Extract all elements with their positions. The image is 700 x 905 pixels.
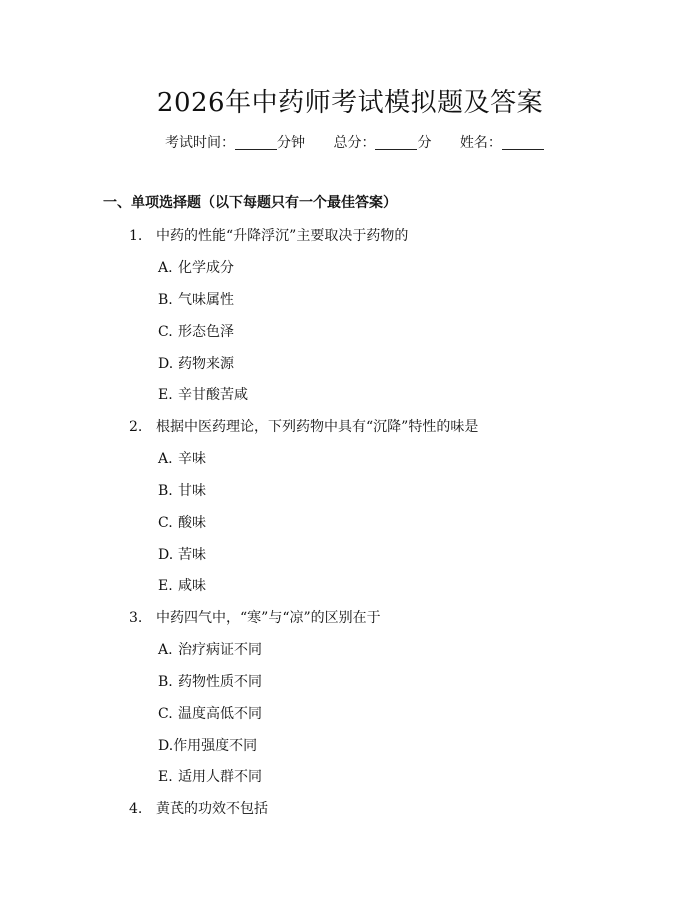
option-key: B. bbox=[158, 292, 173, 308]
option-1d bbox=[158, 353, 234, 373]
question-text: 黄芪的功效不包括 bbox=[156, 801, 268, 817]
option-key: A. bbox=[158, 642, 173, 658]
question-number: 4. bbox=[129, 801, 143, 817]
option-text: 温度高低不同 bbox=[178, 706, 262, 722]
name-field bbox=[460, 135, 544, 151]
option-2c bbox=[158, 512, 206, 532]
option-text: 药物性质不同 bbox=[178, 674, 262, 690]
name-blank bbox=[502, 135, 544, 150]
question-4 bbox=[129, 798, 268, 818]
total-score-blank bbox=[375, 135, 417, 150]
option-3d bbox=[158, 735, 257, 755]
option-3b bbox=[158, 671, 262, 691]
option-1a bbox=[158, 257, 234, 277]
exam-time-blank bbox=[235, 135, 277, 150]
option-key: C. bbox=[158, 515, 173, 531]
total-score-unit: 分 bbox=[417, 135, 432, 151]
total-score-label: 总分： bbox=[333, 135, 376, 151]
exam-time-label: 考试时间： bbox=[165, 135, 235, 151]
exam-time-field bbox=[165, 135, 305, 151]
exam-time-unit: 分钟 bbox=[277, 135, 305, 151]
option-text: 作用强度不同 bbox=[173, 738, 258, 754]
option-key: E. bbox=[158, 578, 173, 594]
exam-meta-line bbox=[165, 132, 568, 152]
option-3c bbox=[158, 703, 262, 723]
section-heading: 一、单项选择题（以下每题只有一个最佳答案） bbox=[103, 195, 397, 211]
question-text: 中药四气中，“寒”与“凉”的区别在于 bbox=[156, 610, 381, 626]
question-text: 中药的性能“升降浮沉”主要取决于药物的 bbox=[156, 228, 409, 244]
option-text: 辛味 bbox=[178, 451, 206, 467]
option-key: D. bbox=[158, 356, 174, 372]
question-text: 根据中医药理论，下列药物中具有“沉降”特性的味是 bbox=[156, 419, 479, 435]
option-text: 酸味 bbox=[178, 515, 206, 531]
option-text: 药物来源 bbox=[178, 356, 234, 372]
option-key: D. bbox=[158, 738, 174, 754]
option-1b bbox=[158, 289, 234, 309]
option-key: E. bbox=[158, 769, 173, 785]
option-text: 咸味 bbox=[178, 578, 206, 594]
question-1 bbox=[129, 225, 408, 245]
question-number: 2. bbox=[129, 419, 143, 435]
option-2b bbox=[158, 480, 206, 500]
option-key: E. bbox=[158, 387, 173, 403]
question-2 bbox=[129, 416, 478, 436]
option-2e bbox=[158, 575, 206, 595]
total-score-field bbox=[333, 135, 431, 151]
page-title: 2026年中药师考试模拟题及答案 bbox=[156, 88, 544, 118]
option-key: B. bbox=[158, 483, 173, 499]
option-text: 形态色泽 bbox=[178, 324, 234, 340]
question-number: 1. bbox=[129, 228, 143, 244]
option-text: 气味属性 bbox=[178, 292, 234, 308]
name-label: 姓名： bbox=[459, 135, 502, 151]
option-key: A. bbox=[158, 451, 173, 467]
option-2d bbox=[158, 544, 206, 564]
option-3e bbox=[158, 766, 262, 786]
option-key: B. bbox=[158, 674, 173, 690]
option-text: 适用人群不同 bbox=[178, 769, 262, 785]
option-key: A. bbox=[158, 260, 173, 276]
option-text: 治疗病证不同 bbox=[178, 642, 262, 658]
option-2a bbox=[158, 448, 206, 468]
option-text: 苦味 bbox=[178, 547, 206, 563]
option-key: D. bbox=[158, 547, 174, 563]
question-3 bbox=[129, 607, 381, 627]
option-text: 辛甘酸苦咸 bbox=[178, 387, 248, 403]
question-number: 3. bbox=[129, 610, 143, 626]
option-text: 甘味 bbox=[178, 483, 206, 499]
option-key: C. bbox=[158, 706, 173, 722]
option-1c bbox=[158, 321, 234, 341]
option-3a bbox=[158, 639, 262, 659]
option-1e bbox=[158, 384, 248, 404]
option-text: 化学成分 bbox=[178, 260, 234, 276]
option-key: C. bbox=[158, 324, 173, 340]
